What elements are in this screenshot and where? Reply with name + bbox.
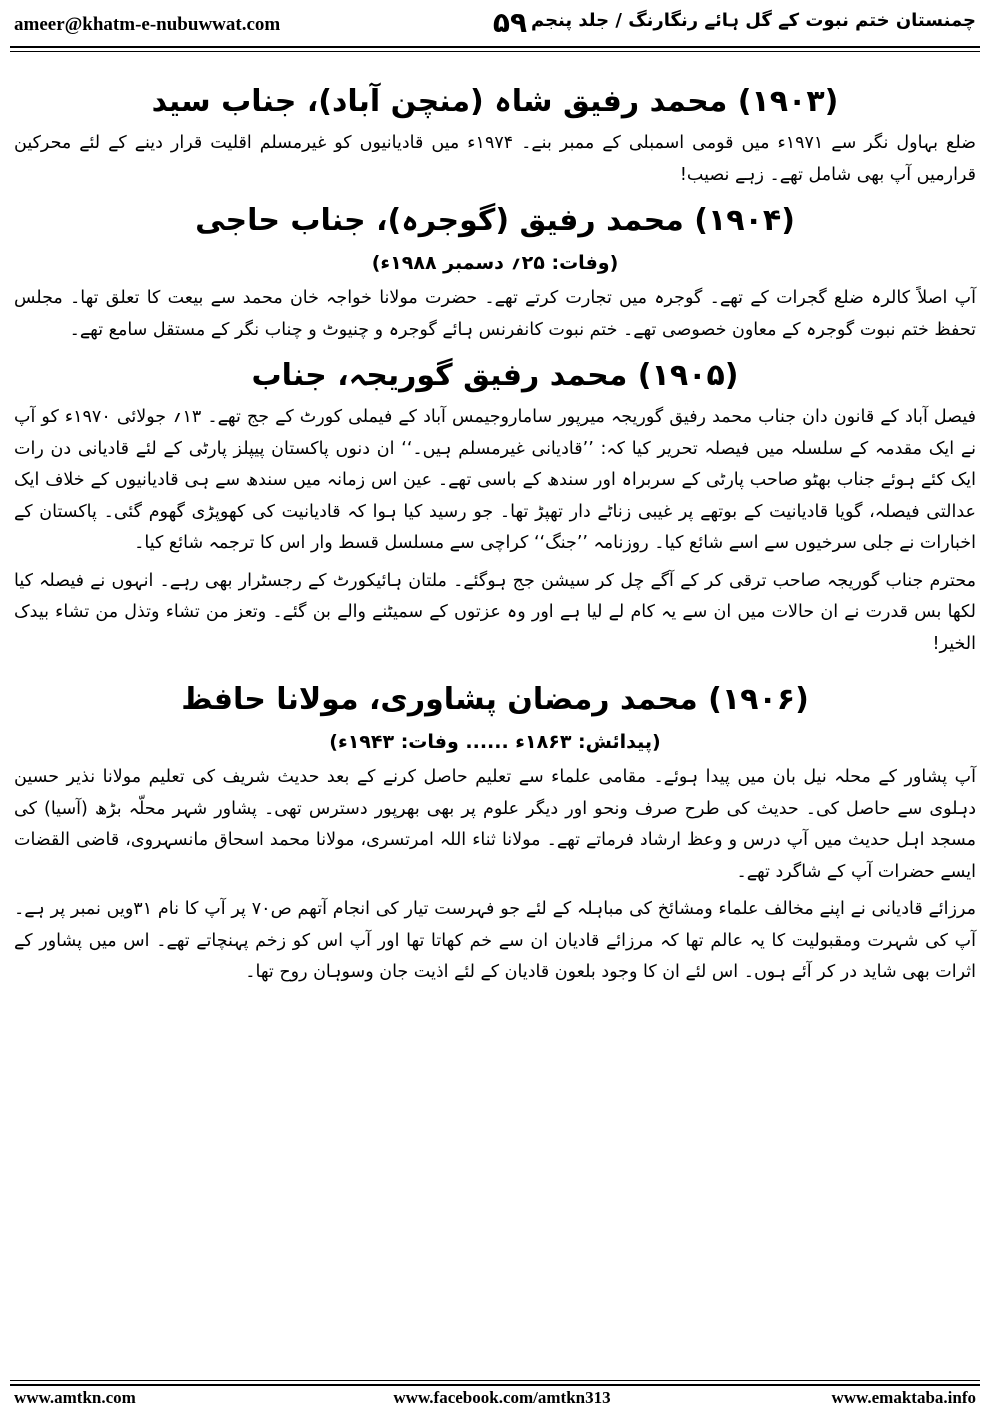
entry-heading: (۱۹۰۳) محمد رفیق شاہ (منچن آباد)، جناب سید xyxy=(151,84,839,119)
header-email: ameer@khatm-e-nubuwwat.com xyxy=(14,14,281,35)
footer-link-facebook[interactable]: www.facebook.com/amtkn313 xyxy=(393,1388,611,1407)
footer-link-emaktaba[interactable]: www.emaktaba.info xyxy=(831,1388,976,1407)
book-title: چمنستان ختم نبوت کے گل ہائے رنگارنگ / جلد پنجم xyxy=(530,10,976,31)
entry-paragraph: آپ پشاور کے محلہ نیل بان میں پیدا ہوئے۔ مقامی علماء سے تعلیم حاصل کرنے کے بعد حدیث شریف کی تعلیم مولانا نذیر حسین دہلوی سے حاصل کی۔ حدیث کی طرح صرف ونحو اور دیگر علوم پر بھی بھرپور دسترس تھی۔ پشاور شہر محلّہ بڑھ (آسیا) کی مسجد اہل حدیث میں آپ درس و وعظ ارشاد فرماتے تھے۔ مولانا ثناء اللہ امرتسری، مولانا محمد اسحاق مانسہروی، قاضی القضات ایسے حضرات آپ کے شاگرد تھے۔ xyxy=(14,767,976,882)
entry-dates: (پیدائش: ۱۸۶۳ء ...... وفات: ۱۹۴۳ء) xyxy=(329,731,661,753)
spacer xyxy=(14,666,976,676)
entry-paragraph: محترم جناب گوریجہ صاحب ترقی کر کے آگے چل کر سیشن جج ہوگئے۔ ملتان ہائیکورٹ کے رجسٹرار بھی رہے۔ انہوں نے فیصلہ کیا لکھا بس قدرت نے ان حالات میں ان سے یہ کام لے لیا ہے اور وہ عزتوں کے سمیٹنے والے بن گئے۔ وتعز من تشاء وتذل من تشاء بیدک الخیر! xyxy=(14,570,976,654)
footer-link-amtkn[interactable]: www.amtkn.com xyxy=(14,1388,136,1407)
footer-rule xyxy=(10,1380,980,1386)
entry-paragraph: ضلع بہاول نگر سے ۱۹۷۱ء میں قومی اسمبلی کے ممبر بنے۔ ۱۹۷۴ء میں قادیانیوں کو غیرمسلم اقلیت قرار دینے کے لئے محرکین قرارمیں آپ بھی شامل تھے۔ زہے نصیب! xyxy=(14,133,977,185)
entry-heading: (۱۹۰۶) محمد رمضان پشاوری، مولانا حافظ xyxy=(181,682,809,717)
entry-1904 xyxy=(14,197,976,346)
entry-heading: (۱۹۰۵) محمد رفیق گوریجہ، جناب xyxy=(251,358,739,393)
page-number: ۵۹ xyxy=(492,6,528,39)
entry-dates: (وفات: ۲۵؍ دسمبر ۱۹۸۸ء) xyxy=(371,252,619,274)
entry-paragraph: آپ اصلاً کالرہ ضلع گجرات کے تھے۔ گوجرہ میں تجارت کرتے تھے۔ حضرت مولانا خواجہ خان محمد سے بیعت کا تعلق تھا۔ مجلس تحفظ ختم نبوت گوجرہ کے معاون خصوصی تھے۔ ختم نبوت کانفرنس ہائے گوجرہ و چنیوٹ و چناب نگر کے مستقل سامع تھے۔ xyxy=(14,288,976,340)
entry-1905 xyxy=(14,352,976,660)
entry-1906 xyxy=(14,676,976,989)
entry-paragraph: مرزائے قادیانی نے اپنے مخالف علماء ومشائخ کی مباہلہ کے لئے جو فہرست تیار کی انجام آتھم ص۷۰ پر آپ کا نام ۳۱ویں نمبر پر ہے۔ آپ کی شہرت ومقبولیت کا یہ عالم تھا کہ مرزائے قادیان ان سے خم کھاتا تھا اور آپ اس کو زخم پہنچاتے تھے۔ اس میں پشاور کے اثرات بھی شاید در کر آئے ہوں۔ اس لئے ان کا وجود بلعون قادیان کے لئے اذیت جان وسوہان روح تھا۔ xyxy=(14,899,976,982)
entry-heading: (۱۹۰۴) محمد رفیق (گوجرہ)، جناب حاجی xyxy=(195,203,795,238)
entry-1903 xyxy=(14,78,976,191)
header-rule xyxy=(10,46,980,52)
page-body xyxy=(14,78,976,995)
page-header xyxy=(0,0,990,48)
entry-paragraph: فیصل آباد کے قانون دان جناب محمد رفیق گوریجہ میرپور ساماروجیمس آباد کے فیملی کورٹ کے جج تھے۔ ۱۳؍ جولائی ۱۹۷۰ء کو آپ نے ایک مقدمہ کے سلسلہ میں فیصلہ تحریر کیا کہ: ’’قادیانی غیرمسلم ہیں۔‘‘ ان دنوں پاکستان پیپلز پارٹی کے لئے قادیانی دن رات ایک کئے ہوئے جناب بھٹو صاحب پارٹی کے سربراہ اور سندھ کے باسی تھے۔ عین اس زمانہ میں سندھ سے ہی قادیانیوں کے خلاف ایک عدالتی فیصلہ، گویا قادیانیت کے بوتھے پر غیبی زناٹے دار تھپڑ تھا۔ جو رسید کیا ہوا کہ قادیانیت کی کھوپڑی گھوم گئی۔ پاکستان کے اخبارات نے جلی سرخیوں سے اسے شائع کیا۔ روزنامہ ’’جنگ‘‘ کراچی سے مسلسل قسط وار اس کا ترجمہ شائع کیا۔ xyxy=(14,407,976,553)
